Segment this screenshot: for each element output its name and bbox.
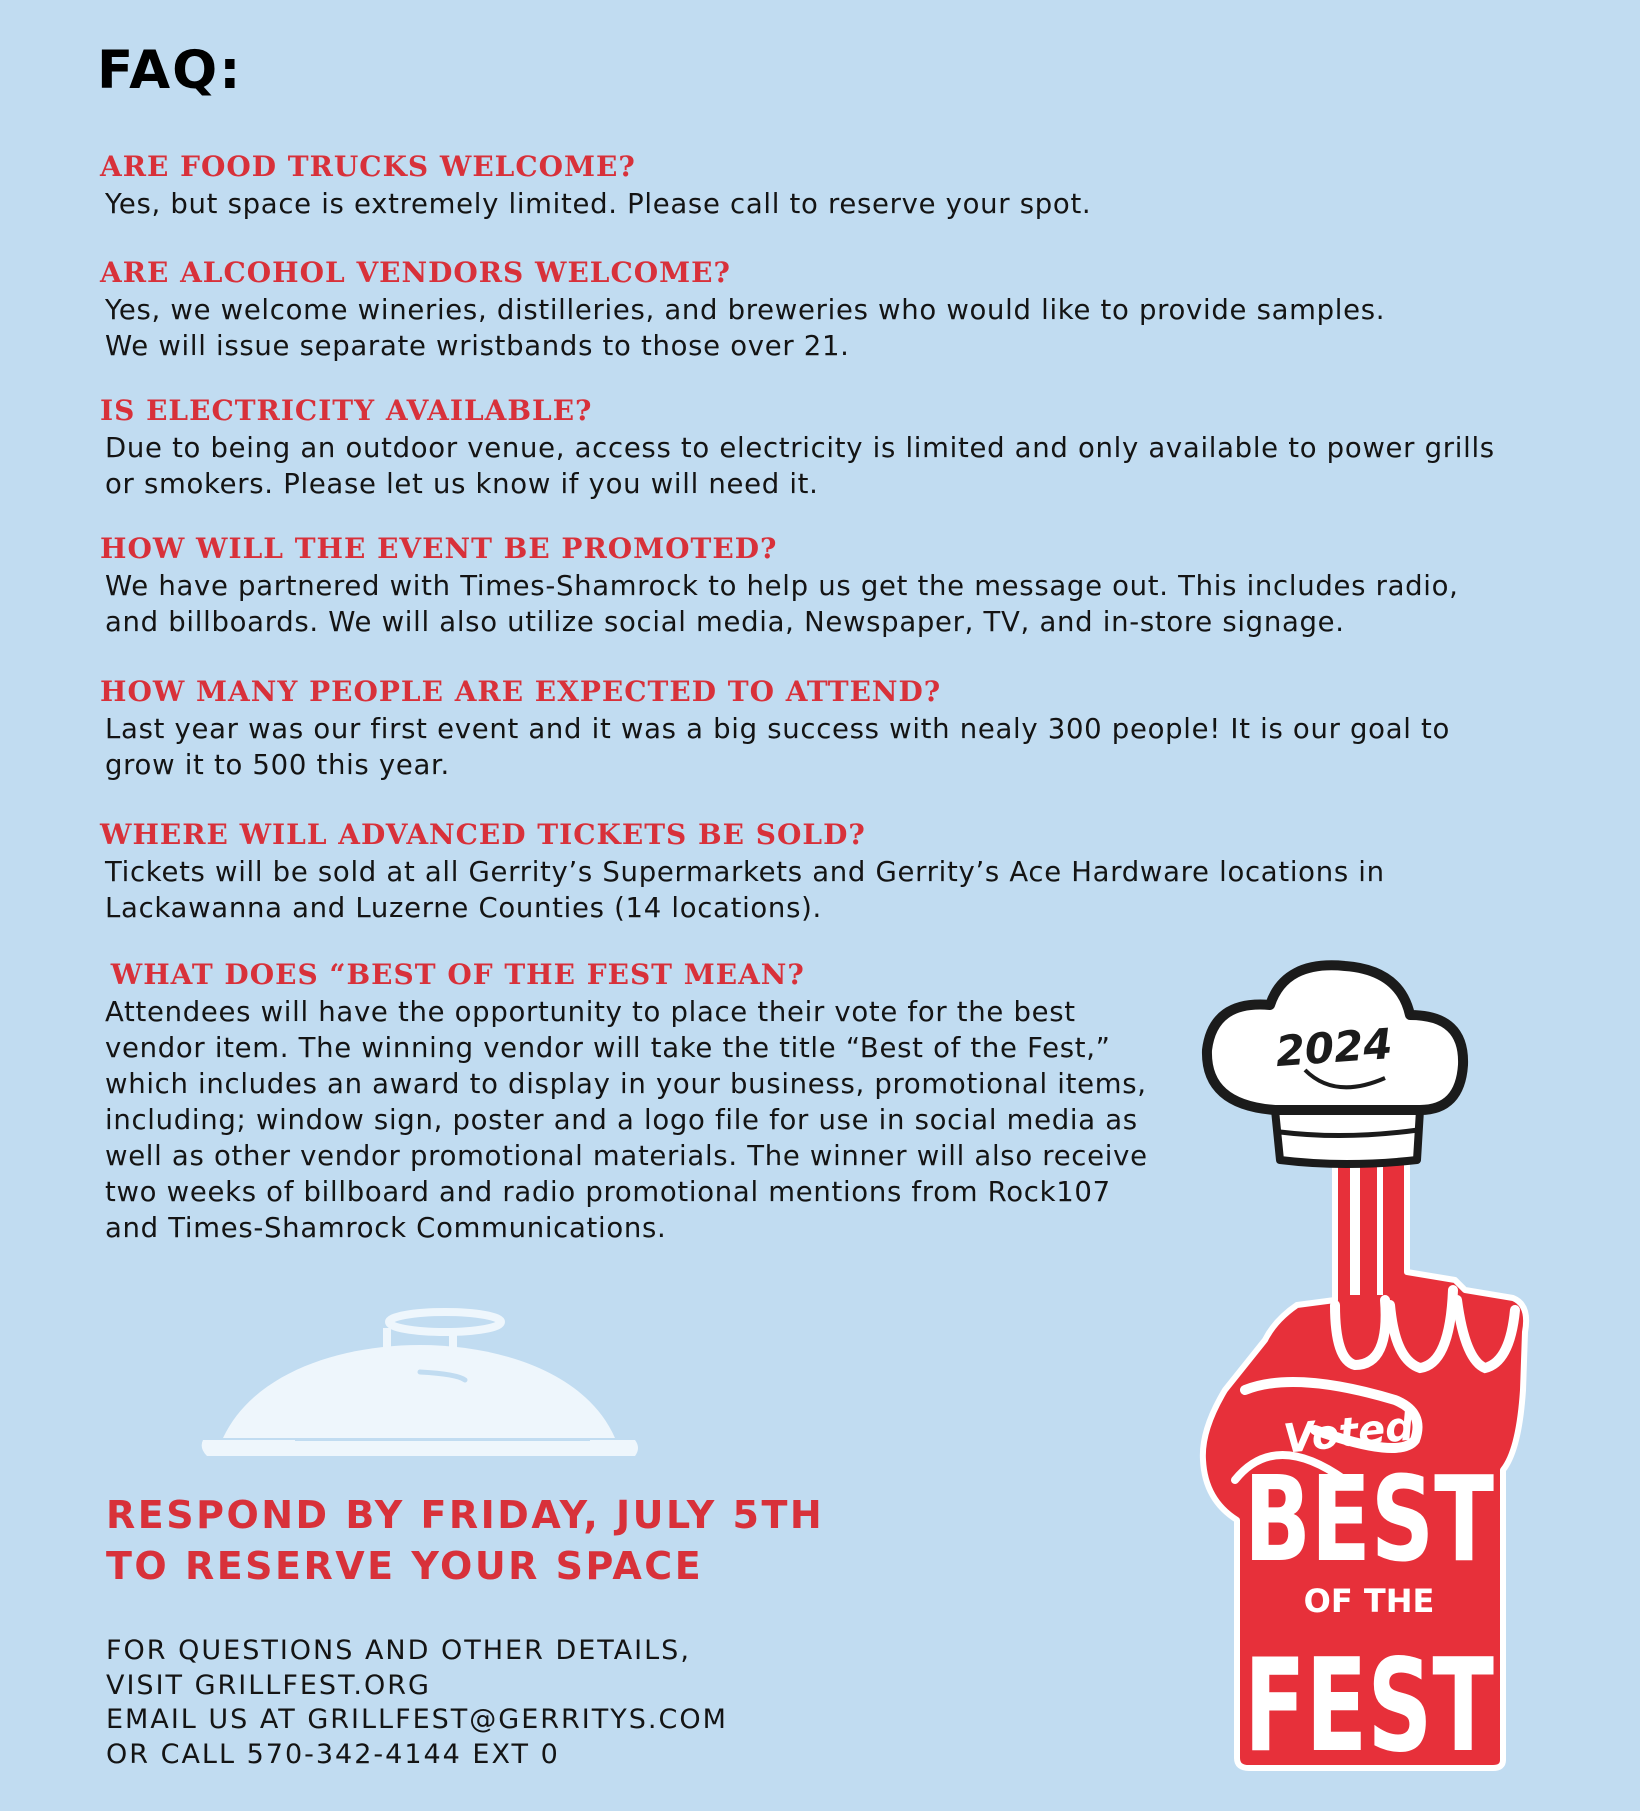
faq-question: IS ELECTRICITY AVAILABLE?: [100, 394, 593, 427]
badge-of-the: OF THE: [1303, 1582, 1435, 1620]
contact-line-1: FOR QUESTIONS AND OTHER DETAILS,: [106, 1635, 691, 1666]
faq-answer: Yes, we welcome wineries, distilleries, and breweries who would like to provide samples. We will issue separate wristbands to those over 21.: [105, 294, 1386, 362]
faq-item-tickets: [100, 818, 1385, 926]
respond-line-2: TO RESERVE YOUR SPACE: [106, 1544, 704, 1588]
faq-question: ARE FOOD TRUCKS WELCOME?: [100, 150, 636, 183]
contact-email: EMAIL US AT GRILLFEST@GERRITYS.COM: [106, 1704, 728, 1735]
best-of-fest-badge: [1185, 960, 1525, 1780]
faq-item-food-trucks: [100, 150, 1091, 222]
faq-question: HOW MANY PEOPLE ARE EXPECTED TO ATTEND?: [100, 675, 942, 708]
contact-phone: OR CALL 570-342-4144 EXT 0: [106, 1738, 560, 1770]
contact-details: [106, 1634, 728, 1772]
faq-item-alcohol-vendors: [100, 256, 1385, 364]
faq-question: WHAT DOES “BEST OF THE FEST MEAN?: [100, 958, 805, 991]
respond-line-1: RESPOND BY FRIDAY, JULY 5TH: [106, 1493, 825, 1537]
faq-item-best-of-fest: [100, 958, 1148, 1246]
badge-year: 2024: [1273, 1019, 1395, 1077]
page-title: FAQ:: [97, 40, 243, 101]
faq-answer: Last year was our first event and it was a big success with nealy 300 people! It is our goal to grow it to 500 this year.: [105, 713, 1451, 781]
badge-best: BEST: [1244, 1450, 1494, 1588]
contact-website: VISIT GRILLFEST.ORG: [106, 1669, 431, 1701]
faq-question: ARE ALCOHOL VENDORS WELCOME?: [100, 256, 731, 289]
respond-by-notice: [106, 1490, 824, 1592]
badge-voted: Voted: [1281, 1403, 1416, 1463]
faq-answer: Attendees will have the opportunity to place their vote for the best vendor item. The winning vendor will take the title “Best of the Fest,” which includes an award to display in your business, promotional items, including; window sign, poster and a logo file for use in social media as well as other vendor promotional materials. The winner will also receive two weeks of billboard and radio promotional mentions from Rock107 and Times-Shamrock Communications.: [105, 996, 1148, 1244]
faq-answer: We have partnered with Times-Shamrock to help us get the message out. This includes radio, and billboards. We will also utilize social media, Newspaper, TV, and in-store signage.: [105, 570, 1459, 638]
faq-answer: Due to being an outdoor venue, access to electricity is limited and only available to power grills or smokers. Please let us know if you will need it.: [105, 432, 1495, 500]
serving-cloche-icon: [195, 1300, 655, 1460]
faq-answer: Tickets will be sold at all Gerrity’s Supermarkets and Gerrity’s Ace Hardware locations in Lackawanna and Luzerne Counties (14 locations).: [105, 856, 1385, 924]
faq-question: HOW WILL THE EVENT BE PROMOTED?: [100, 532, 778, 565]
faq-item-electricity: [100, 394, 1495, 502]
faq-answer: Yes, but space is extremely limited. Please call to reserve your spot.: [105, 188, 1092, 220]
faq-question: WHERE WILL ADVANCED TICKETS BE SOLD?: [100, 818, 866, 851]
badge-fest: FEST: [1244, 1632, 1494, 1781]
faq-item-attendance: [100, 675, 1450, 783]
faq-item-promotion: [100, 532, 1459, 640]
